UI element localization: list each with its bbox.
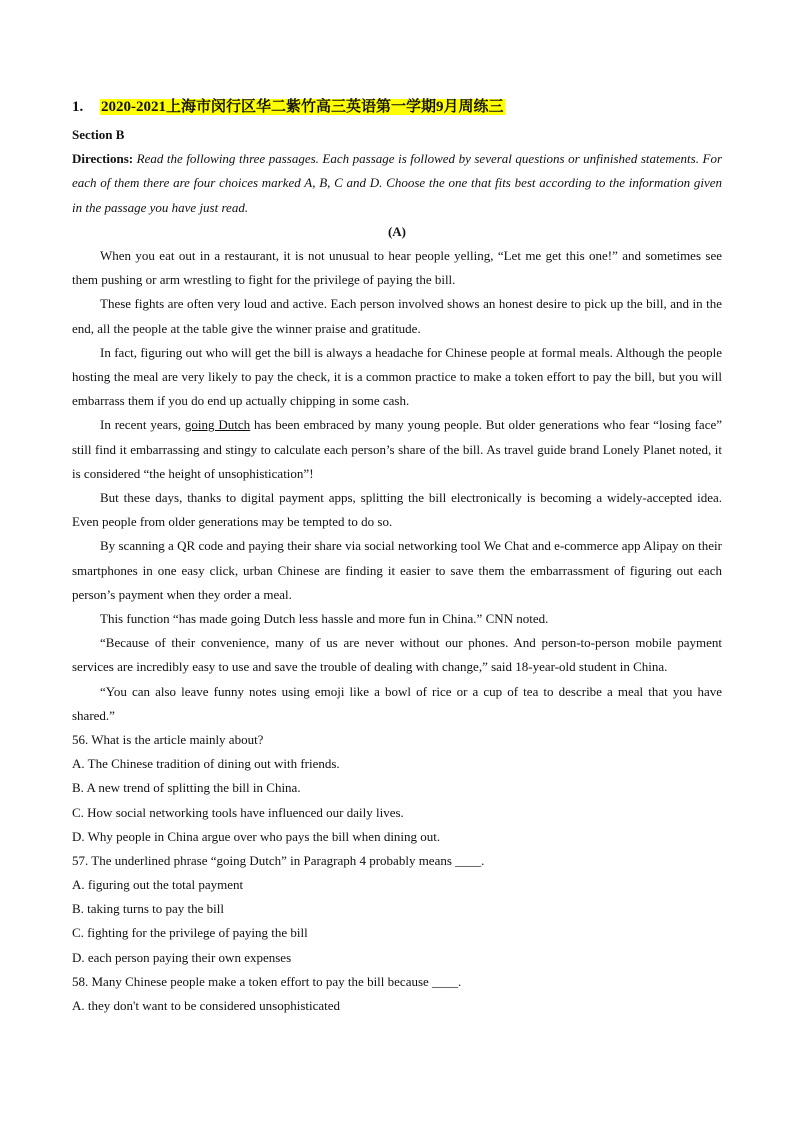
paragraph-8: “Because of their convenience, many of us are never without our phones. And person-to-person mobile payment services are incredibly easy to use and save the trouble of dealing with change,” said 18-year-old student in China.	[72, 635, 722, 675]
exam-heading	[72, 96, 722, 118]
question-58	[72, 970, 722, 1018]
question-56	[72, 728, 722, 849]
paragraph-1: When you eat out in a restaurant, it is not unusual to hear people yelling, “Let me get this one!” and sometimes see them pushing or arm wrestling to fight for the privilege of paying the bill.	[72, 247, 722, 288]
directions-text: Read the following three passages. Each passage is followed by several questions or unfinished statements. For each of them there are four choices marked A, B, C and D. Choose the one that fits best according to the information given in the passage you have just read.	[72, 151, 722, 215]
directions	[72, 147, 722, 220]
heading-title: 2020-2021上海市闵行区华二紫竹高三英语第一学期9月周练三	[101, 99, 504, 115]
option-b: B. A new trend of splitting the bill in China.	[72, 780, 301, 796]
option-a: A. figuring out the total payment	[72, 877, 244, 893]
paragraph-4-before: In recent years,	[100, 417, 185, 433]
heading-number: 1.	[72, 99, 84, 115]
question-57	[72, 849, 722, 970]
paragraph-3: In fact, figuring out who will get the bill is always a headache for Chinese people at formal meals. Although the people hosting the meal are very likely to pay the check, it is a common practice to make a token effort to pay the bill, but you will embarrass them if you do end up actually chipping in some cash.	[72, 344, 722, 409]
question-stem: 56. What is the article mainly about?	[72, 731, 264, 747]
option-d: D. Why people in China argue over who pays the bill when dining out.	[72, 828, 441, 844]
directions-label: Directions:	[72, 151, 134, 166]
option-c: C. fighting for the privilege of paying the bill	[72, 925, 308, 941]
document-page	[72, 96, 722, 1018]
paragraph-4-after: has been embraced by many young people. But older generations who fear “losing face” still find it embarrassing and stingy to calculate each person’s share of the bill. As travel guide brand Lonely Planet noted, it is considered “the height of unsophistication”!	[72, 417, 723, 481]
passage-title: (A)	[387, 223, 407, 239]
underlined-phrase: going Dutch	[184, 417, 251, 433]
option-a: A. they don't want to be considered unsophisticated	[72, 998, 341, 1014]
option-d: D. each person paying their own expenses	[72, 949, 292, 965]
paragraph-9: “You can also leave funny notes using emoji like a bowl of rice or a cup of tea to describe a meal that you have shared.”	[72, 683, 722, 723]
paragraph-4	[72, 413, 722, 486]
option-a: A. The Chinese tradition of dining out with friends.	[72, 756, 340, 772]
question-stem: 58. Many Chinese people make a token effort to pay the bill because ____.	[72, 973, 462, 989]
option-c: C. How social networking tools have influenced our daily lives.	[72, 804, 404, 820]
section-label: Section B	[72, 127, 125, 142]
paragraph-6: By scanning a QR code and paying their share via social networking tool We Chat and e-commerce app Alipay on their smartphones in one easy click, urban Chinese are finding it easier to save them the embarrassment of figuring out each person’s payment when they order a meal.	[72, 538, 722, 602]
question-stem: 57. The underlined phrase “going Dutch” in Paragraph 4 probably means ____.	[72, 852, 485, 868]
paragraph-5: But these days, thanks to digital payment apps, splitting the bill electronically is becoming a widely-accepted idea. Even people from older generations may be tempted to do so.	[72, 489, 722, 530]
paragraph-7: This function “has made going Dutch less hassle and more fun in China.” CNN noted.	[100, 610, 549, 626]
option-b: B. taking turns to pay the bill	[72, 901, 225, 917]
paragraph-2: These fights are often very loud and active. Each person involved shows an honest desire to pick up the bill, and in the end, all the people at the table give the winner praise and gratitude.	[72, 296, 722, 336]
